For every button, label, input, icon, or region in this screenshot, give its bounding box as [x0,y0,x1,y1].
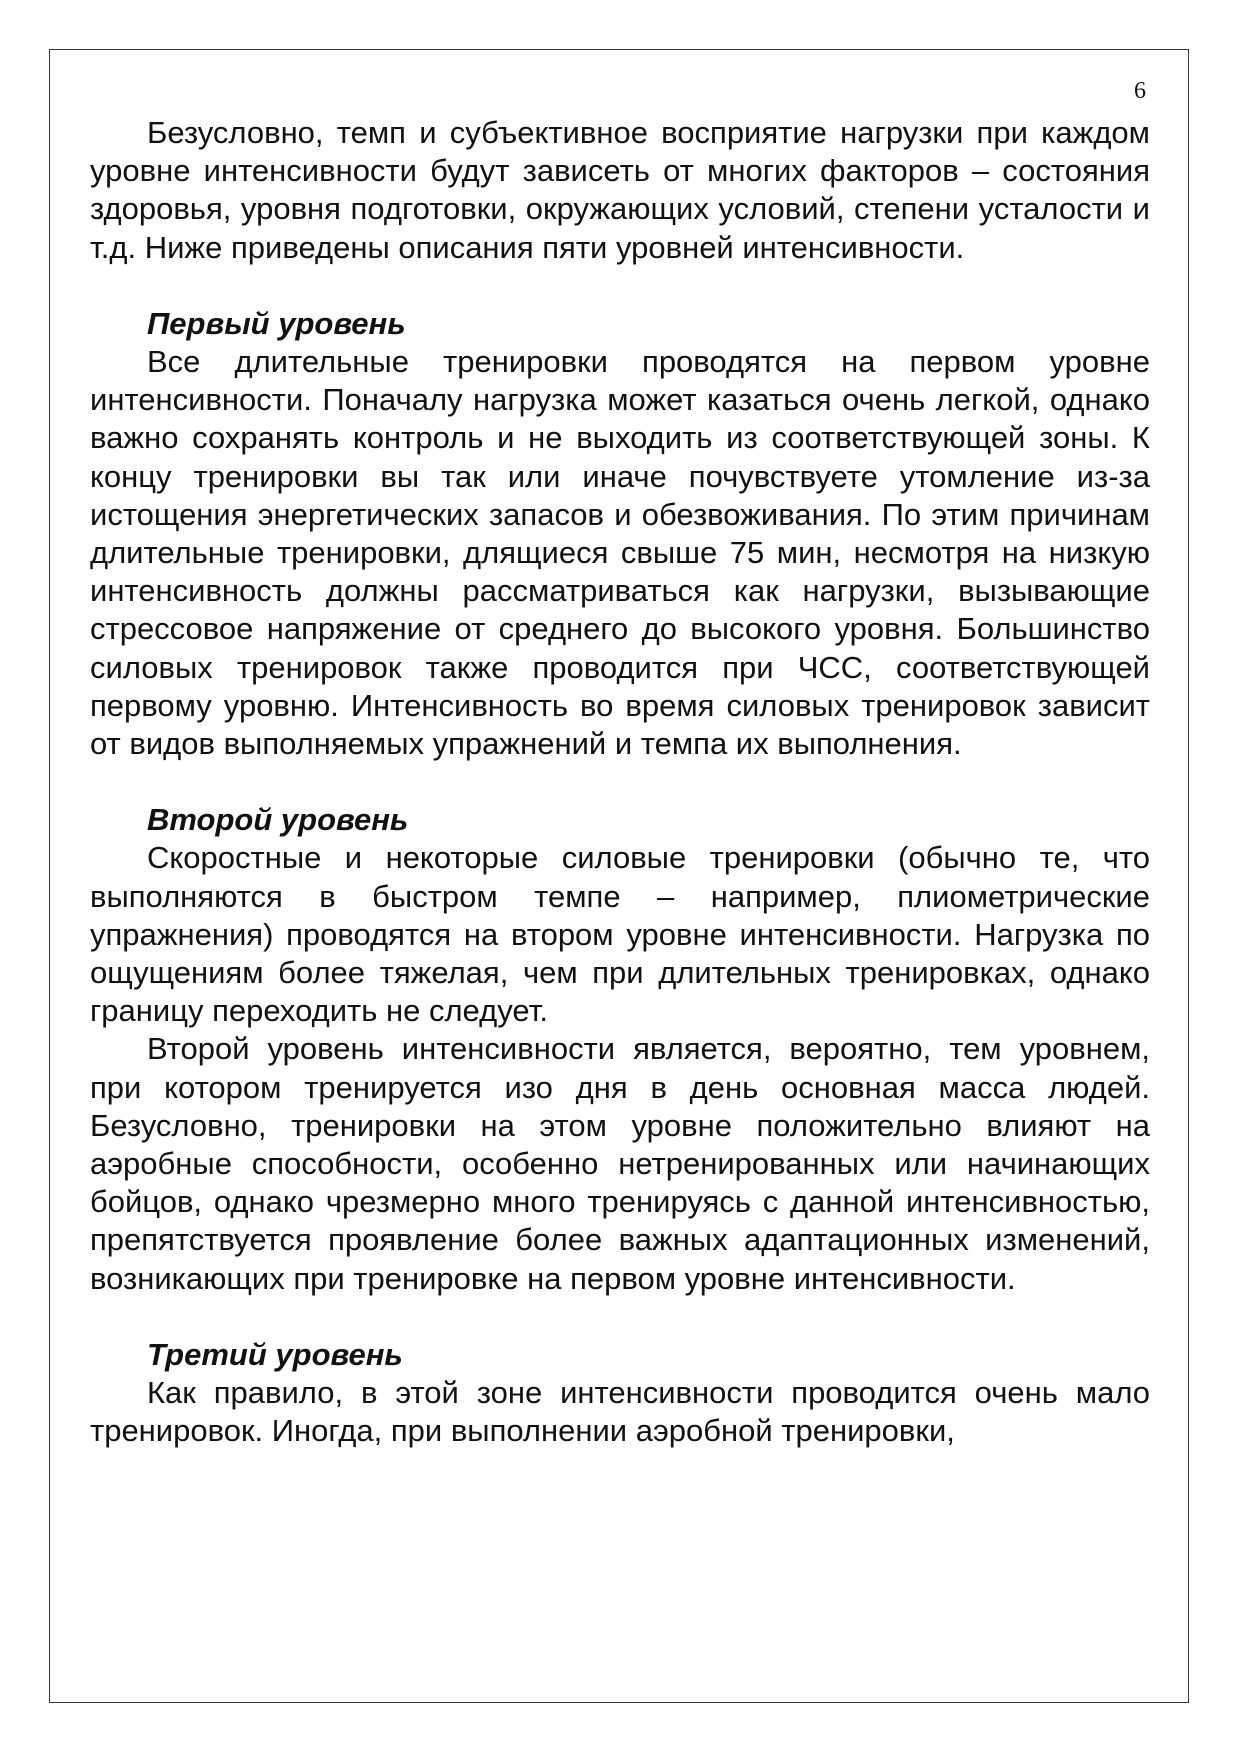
section-heading-level-2: Второй уровень [147,802,409,838]
section-level-1 [90,305,1150,763]
section-spacer [90,267,1150,305]
document-body [90,114,1150,1451]
page-number: 6 [1134,78,1146,104]
section-spacer [90,763,1150,801]
intro-paragraph: Безусловно, темп и субъективное восприятие нагрузки при каждом уровне интенсивности будут зависеть от многих факторов – состояния здоровья, уровня подготовки, окружающих условий, степени усталости и т.д. Ниже приведены описания пяти уровней интенсивности. [90,115,1150,265]
section-level-3 [90,1336,1150,1451]
section-heading-level-1: Первый уровень [147,305,406,341]
section-heading-level-3: Третий уровень [147,1336,403,1372]
section-level-3-paragraph: Как правило, в этой зоне интенсивности проводится очень мало тренировок. Иногда, при выполнении аэробной тренировки, [90,1375,1150,1449]
section-level-2 [90,801,1150,1298]
page-frame [49,49,1189,1703]
section-level-2-paragraph-1: Скоростные и некоторые силовые тренировки (обычно те, что выполняются в быстром темпе – например, плиометрические упражнения) проводятся на втором уровне интенсивности. Нагрузка по ощущениям более тяжелая, чем при длительных тренировках, однако границу переходить не следует. [90,840,1150,1029]
section-level-2-paragraph-2: Второй уровень интенсивности является, вероятно, тем уровнем, при котором тренируется изо дня в день основная масса людей. Безусловно, тренировки на этом уровне положительно влияют на аэробные способности, особенно нетренированных или начинающих бойцов, однако чрезмерно много тренируясь с данной интенсивностью, препятствуется проявление более важных адаптационных изменений, возникающих при тренировке на первом уровне интенсивности. [90,1031,1150,1296]
section-level-1-paragraph: Все длительные тренировки проводятся на первом уровне интенсивности. Поначалу нагрузка может казаться очень легкой, однако важно сохранять контроль и не выходить из соответствующей зоны. К концу тренировки вы так или иначе почувствуете утомление из-за истощения энергетических запасов и обезвоживания. По этим причинам длительные тренировки, длящиеся свыше 75 мин, несмотря на низкую интенсивность должны рассматриваться как нагрузки, вызывающие стрессовое напряжение от среднего до высокого уровня. Большинство силовых тренировок также проводится при ЧСС, соответствующей первому уровню. Интенсивность во время силовых тренировок зависит от видов выполняемых упражнений и темпа их выполнения. [90,344,1150,762]
section-spacer [90,1298,1150,1336]
